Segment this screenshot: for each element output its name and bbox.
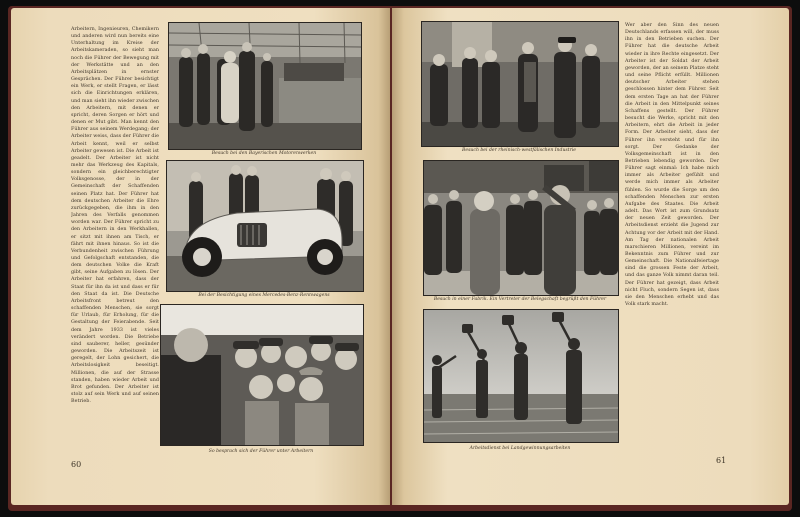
photo-race-car-caption: Bei der Besichtigung eines Mercedes-Benz-Rennwagens (198, 293, 330, 298)
left-page-number: 60 (71, 460, 82, 469)
photo-factory-visit-caption: Besuch bei den Bayerischen Motorenwerken (211, 151, 317, 156)
photo-workers-crowd-caption: So besprach sich der Führer unter Arbeitern (208, 449, 314, 454)
photo-industry-visit-caption: Besuch bei der rheinisch-westfälischen Industrie (461, 148, 577, 153)
right-page-number: 61 (716, 456, 727, 465)
photo-factory-greeting-caption: Besuch in einer Fabrik. Ein Vertreter der Belegschaft begrüßt den Führer (433, 297, 607, 302)
photo-race-car (166, 160, 364, 292)
right-page (392, 8, 789, 505)
photo-industry-visit (421, 21, 619, 147)
photo-factory-greeting (423, 160, 619, 296)
photo-labour-service (423, 309, 619, 443)
photo-workers-crowd (160, 304, 364, 446)
photo-labour-service-caption: Arbeitsdienst bei Landgewinnungsarbeiten (469, 446, 571, 451)
right-text-column: Wer aber den Sinn des neuen Deutschlands erfassen will, der muss ihn in den Betrieben suchen. Der Führer hat die deutsche Arbeit wieder in ihre Rechte eingesetzt. Der Arbeiter ist der Soldat der Arbeit geworden, der an seinem Platze steht und seine Pflicht erfüllt. Millionen deutscher Arbeiter stehen geschlossen hinter dem Führer. Seit dem ersten Tage an hat der Führer die Arbeit in den Mittelpunkt seines Schaffens gestellt. Der Führer besucht die Werke, spricht mit den Arbeitern, ehrt die Arbeit in jeder Form. Der Arbeiter sieht, dass der Führer ihn versteht und für ihn sorgt. Der Gedanke der Volksgemeinschaft ist in den Betrieben lebendig geworden. Der Führer sagt einmal: Ich habe mich immer als Arbeiter gefühlt und werde mich immer als Arbeiter fühlen. So wurde die Sorge um den schaffenden Menschen zur ersten Aufgabe des Staates. Die Arbeit adelt. Das Wort ist zum Grundsatz der neuen Zeit geworden. Der Arbeitsdienst erzieht die Jugend zur Achtung vor der Arbeit mit der Hand. Am Tag der nationalen Arbeit marschieren Millionen, vereint im Bekenntnis zum Führer und zur Gemeinschaft. Die Nationalfeiertage sind die grossen Feste der Arbeit, und das ganze Volk nimmt daran teil. Der Führer hat gezeigt, dass Arbeit nicht Fluch, sondern Segen ist, dass sie den Menschen erhebt und das Volk stark macht. (625, 23, 719, 308)
open-book (8, 6, 792, 511)
left-page (11, 8, 390, 505)
left-text-column: Arbeitern, Ingenieuren, Chemikern und anderen wird nun bereits eine Unterhaltung im Kreise der Arbeitskameraden, so sieht man noch die Führer der Bewegung mit der Werkstätte und an den Arbeitsplätzen in ernster Gesprächen. Der Führer besichtigt ein Werk, er stellt Fragen, er lässt sich die Einrichtungen erklären, und man sieht ihn wieder zwischen den Arbeitern, mit denen er spricht, deren Sorgen er hört und denen er Mut gibt. Man kennt den Führer aus seinem Werdegang; der Arbeiter weiss, dass der Führer die Arbeit kennt, weil er selbst Arbeiter gewesen ist. Die Arbeit ist geadelt. Der Arbeiter ist nicht mehr das Werkzeug des Kapitals, sondern ein gleichberechtigter Volksgenosse, der in der Gemeinschaft der Schaffenden seinen Platz hat. Der Führer hat dem deutschen Arbeiter die Ehre zurückgegeben, die ihm in den Jahren des Verfalls genommen worden war. Der Führer spricht zu den Arbeitern in den Werkhallen, er sitzt mit ihnen am Tisch, er fährt mit ihnen hinaus. So ist die Verbundenheit zwischen Führung und Gefolgschaft entstanden, die dem deutschen Volke die Kraft gibt, seine Aufgaben zu lösen. Der Arbeiter hat erfahren, dass der Staat für ihn da ist und dass er für den Staat da ist. Die Deutsche Arbeitsfront betreut den schaffenden Menschen, sie sorgt für Urlaub, für Erholung, für die Gestaltung der Feierabende. Seit dem Jahre 1933 ist vieles verändert worden. Die Betriebe sind sauberer, heller, gesünder geworden. Die Arbeitszeit ist geregelt, der Lohn gesichert, die Arbeitslosigkeit beseitigt. Millionen, die auf der Strasse standen, haben wieder Arbeit und Brot gefunden. Der Arbeiter ist stolz auf sein Werk und auf seinen Betrieb. (71, 27, 159, 405)
photo-factory-visit (168, 22, 362, 150)
